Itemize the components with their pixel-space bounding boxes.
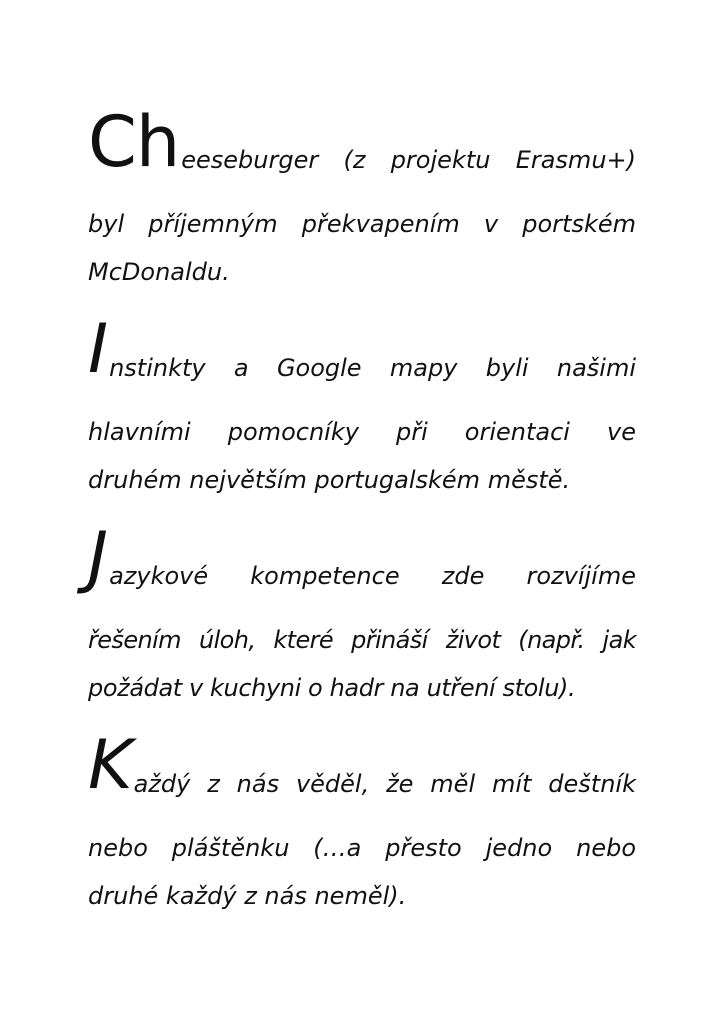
paragraph-line: řešením úloh, které přináší život (např. jak bbox=[88, 626, 636, 654]
paragraph-first-line bbox=[88, 726, 636, 805]
drop-cap: Ch bbox=[88, 101, 180, 183]
paragraph-1 bbox=[88, 101, 636, 296]
paragraph-line: druhé každý z nás neměl). bbox=[88, 882, 407, 910]
drop-cap: K bbox=[88, 726, 132, 805]
paragraph-first-line bbox=[88, 310, 636, 389]
first-line-text: nstinkty a Google mapy byli našimi bbox=[109, 354, 636, 382]
paragraph-line: hlavními pomocníky při orientaci ve bbox=[88, 418, 636, 446]
paragraph-line: druhém největším portugalském městě. bbox=[88, 466, 571, 494]
paragraph-line: byl příjemným překvapením v portském bbox=[88, 210, 636, 238]
paragraph-line: nebo pláštěnku (…a přesto jedno nebo bbox=[88, 834, 636, 862]
paragraph-2 bbox=[88, 312, 636, 504]
first-line-text: aždý z nás věděl, že měl mít deštník bbox=[133, 770, 636, 798]
first-line-text: azykové kompetence zde rozvíjíme bbox=[109, 562, 636, 590]
drop-cap: I bbox=[88, 310, 108, 389]
paragraph-4 bbox=[88, 728, 636, 920]
paragraph-first-line bbox=[88, 518, 636, 597]
first-line-text: eeseburger (z projektu Erasmu+) bbox=[181, 146, 636, 174]
paragraph-first-line bbox=[88, 101, 636, 183]
paragraph-3 bbox=[88, 520, 636, 712]
paragraph-line: požádat v kuchyni o hadr na utření stolu). bbox=[88, 674, 576, 702]
drop-cap: J bbox=[88, 518, 108, 597]
paragraph-line: McDonaldu. bbox=[88, 258, 230, 286]
